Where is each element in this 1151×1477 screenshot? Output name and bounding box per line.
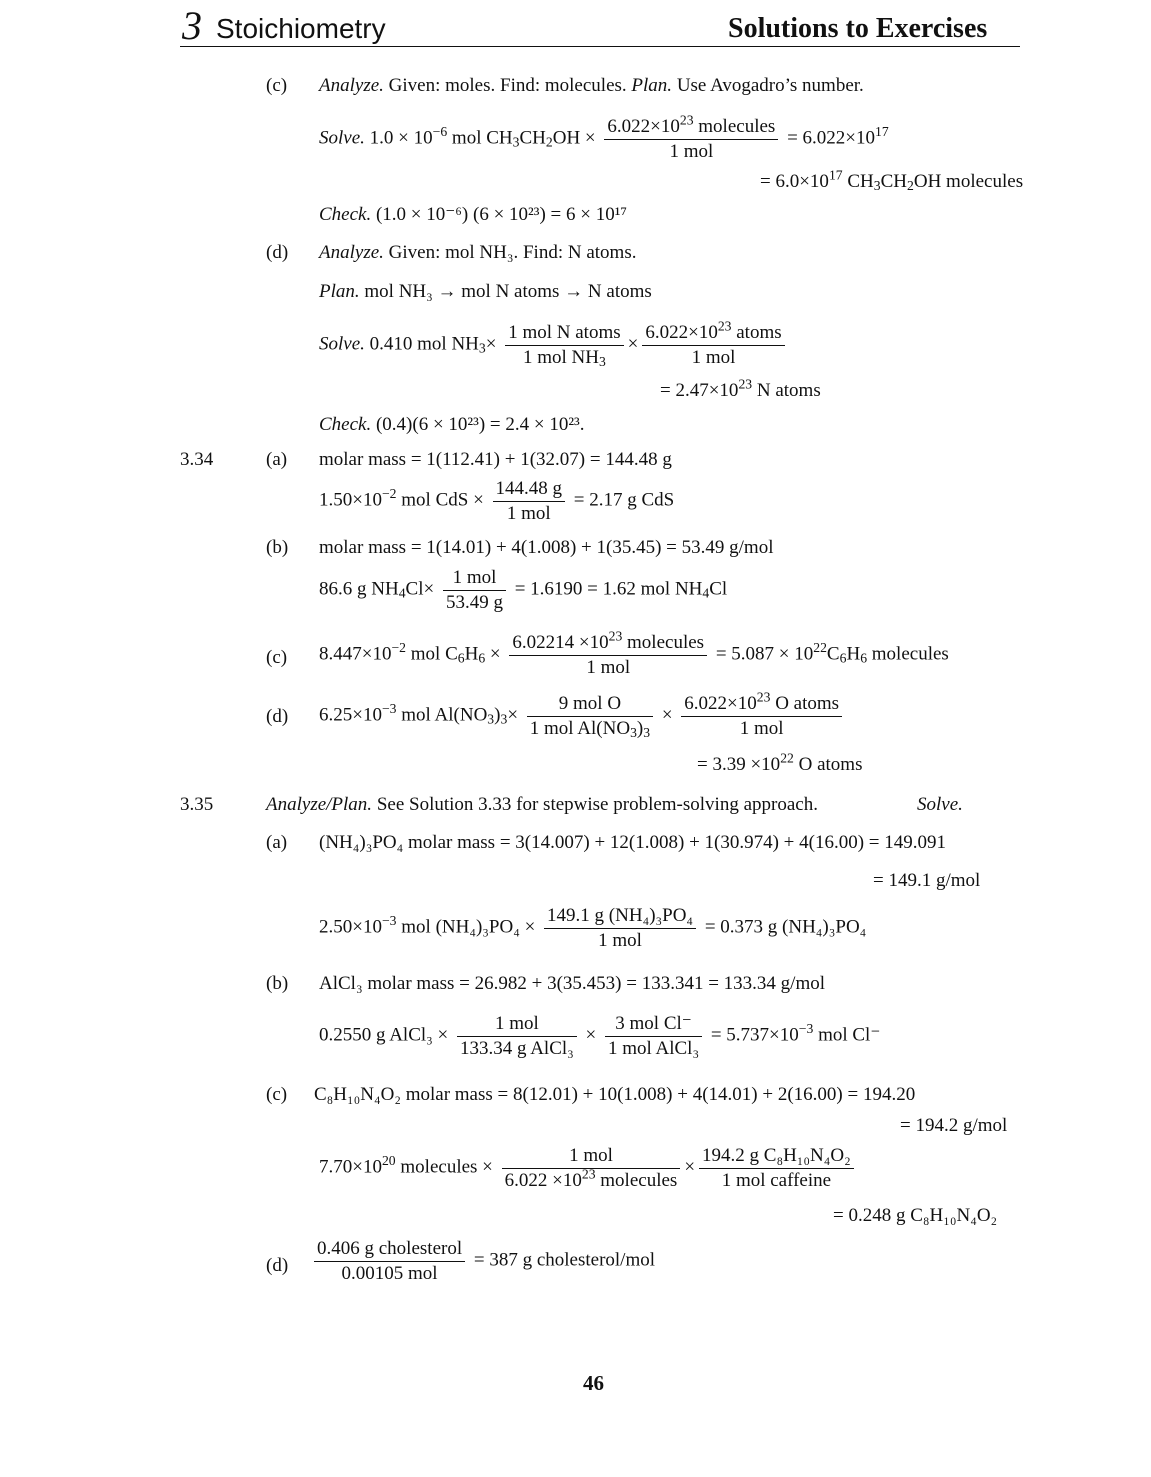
equation-335a: $2.50\times 10^{-3}$ mol (NH₄)₃PO₄ × $\frac{\text{149.1 g (NH₄)₃PO₄}}{\text{1 mol}}$ = 0.373 g (NH₄)₃PO₄ (319, 905, 867, 951)
solve-label-335: Solve. (917, 794, 963, 815)
part-label-334a: (a) (266, 449, 288, 470)
analyze-line-333c: Analyze. Given: moles. Find: molecules. Plan. Use Avogadro’s number. (319, 75, 864, 96)
part-label-335b: (b) (266, 973, 289, 994)
equation-334a: $1.50\times 10^{-2}$ mol CdS × $\frac{144.48 g}{\text{1 mol}}$ = 2.17 g CdS (319, 478, 675, 524)
part-label-335d: (d) (266, 1255, 289, 1276)
equation-334d: $6.25\times 10^{-3}$ mol $Al(NO_3)_3\times$ $\frac{\text{9 mol O}}{1 mol Al(NO_3)_3}$ × $\frac{6.022\times 10^{23} O atoms}{\text{1 mol}}$ (319, 693, 846, 740)
page-number: 46 (583, 1371, 604, 1395)
equation-335c: $7.70\times 10^{20}$ molecules × $\frac{\text{1 mol}}{6.022 \times 10^{23} molecules}$ × $\frac{\text{194.2 g C₈H₁₀N₄O₂}}{\text{1 mol caffeine}}$ (319, 1145, 858, 1192)
part-label-333d: (d) (266, 242, 289, 263)
equation-335b: 0.2550 g AlCl₃ × $\frac{\text{1 mol}}{\text{133.34 g AlCl₃}}$ × $\frac{\text{3 mol Cl⁻}}{\text{1 mol AlCl₃}}$ = $5.737\times 10^{-3}$ mol Cl⁻ (319, 1013, 881, 1059)
result-335c: = 0.248 g C₈H₁₀N₄O₂ (833, 1205, 998, 1226)
molar-mass-335a: (NH₄)₃PO₄ molar mass = 3(14.007) + 12(1.008) + 1(30.974) + 4(16.00) = 149.091 (319, 832, 947, 853)
equation-334c: $8.447\times 10^{-2}$ mol $C_6H_6$ × $\frac{6.02214 \times 10^{23} molecules}{\text{1 mol}}$ = $5.087 \times 10^{22}C_6H_6$ molecules (319, 628, 949, 678)
molar-mass-result-335c: = 194.2 g/mol (900, 1115, 1008, 1136)
molar-mass-334b: molar mass = 1(14.01) + 4(1.008) + 1(35.45) = 53.49 g/mol (319, 537, 774, 558)
molar-mass-result-335a: = 149.1 g/mol (873, 870, 981, 891)
solve-equation-333d: Solve. 0.410 mol $NH_3\times$ $\frac{\text{1 mol N atoms}}{1 mol NH_3}$ × $\frac{6.022\times 10^{23} atoms}{\text{1 mol}}$ (319, 322, 789, 369)
problem-number-334: 3.34 (180, 449, 214, 470)
solve-equation-333c: Solve. $1.0 \times 10^{-6}$ mol $CH_3CH_2OH$ × $\frac{6.022\times 10^{23} molecules}{\text{1 mol}}$ = $6.022\times 10^{17}$ (319, 112, 889, 162)
fraction-avogadro: $\frac{6.022\times 10^{23} molecules}{\text{1 mol}}$ (604, 116, 778, 163)
result-333d: = $2.47\times 10^{23}$ N atoms (660, 376, 821, 401)
check-333d: Check. (0.4)(6 × 10²³) = 2.4 × 10²³. (319, 414, 585, 435)
chapter-number: 3 (182, 3, 202, 48)
result-334d: = $3.39 \times 10^{22}$ O atoms (697, 750, 863, 775)
section-title: Solutions to Exercises (728, 13, 988, 44)
molar-mass-334a: molar mass = 1(112.41) + 1(32.07) = 144.48 g (319, 449, 672, 470)
part-label-334d: (d) (266, 706, 289, 727)
header-rule (180, 46, 1020, 47)
part-label-333c: (c) (266, 75, 288, 96)
equation-334b: 86.6 g $NH_4Cl\times$ $\frac{\text{1 mol}}{53.49 g}$ = 1.6190 = 1.62 mol $NH_4Cl$ (319, 567, 728, 613)
plan-line-333d: Plan. mol NH₃ → mol N atoms → N atoms (319, 281, 652, 302)
molar-mass-335c: C₈H₁₀N₄O₂ molar mass = 8(12.01) + 10(1.008) + 4(14.01) + 2(16.00) = 194.20 (314, 1084, 916, 1105)
equation-335d: $\frac{\text{0.406 g cholesterol}}{\text{0.00105 mol}}$ = 387 g cholesterol/mol (314, 1238, 655, 1285)
molar-mass-335b: AlCl₃ molar mass = 26.982 + 3(35.453) = 133.341 = 133.34 g/mol (319, 973, 825, 994)
part-label-335a: (a) (266, 832, 288, 853)
result-333c: = $6.0\times 10^{17}$ $CH_3CH_2OH$ molecules (760, 167, 1024, 193)
analyze-line-333d: Analyze. Given: mol NH₃. Find: N atoms. (319, 242, 637, 263)
intro-335: Analyze/Plan. See Solution 3.33 for stepwise problem-solving approach. (266, 794, 818, 815)
check-333c: Check. (1.0 × 10⁻⁶) (6 × 10²³) = 6 × 10¹⁷ (319, 204, 628, 225)
part-label-335c: (c) (266, 1084, 288, 1105)
part-label-334c: (c) (266, 647, 288, 668)
chapter-title: Stoichiometry (216, 13, 386, 44)
part-label-334b: (b) (266, 537, 289, 558)
problem-number-335: 3.35 (180, 794, 214, 815)
